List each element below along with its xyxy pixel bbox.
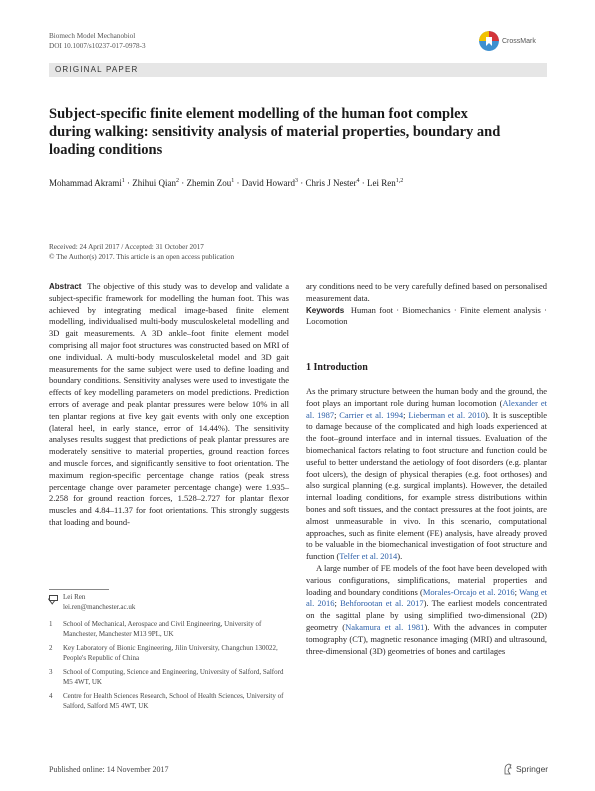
separator: ; xyxy=(514,586,520,597)
author-affiliation: 3 xyxy=(295,178,298,184)
paper-title: Subject-specific finite element modelling of the human foot complex during walking: sensitivity analysis of material properties, boundary and loading conditions xyxy=(49,106,501,158)
envelope-icon xyxy=(49,595,58,601)
citation-link[interactable]: Carrier et al. 1994 xyxy=(339,409,404,420)
citation-link[interactable]: Morales-Orcajo et al. 2016 xyxy=(422,586,515,597)
author-name[interactable]: Zhemin Zou xyxy=(186,178,232,188)
citation-link[interactable]: Behforootan et al. 2017 xyxy=(340,598,424,609)
journal-name: Biomech Model Mechanobiol xyxy=(49,32,136,40)
author-affiliation: 2 xyxy=(176,178,179,184)
author-name[interactable]: Chris J Nester xyxy=(305,178,357,188)
affiliation-text: School of Mechanical, Aerospace and Civil Engineering, University of Manchester, Manchester M13 9PL, UK xyxy=(63,620,262,638)
affiliation-item xyxy=(49,644,289,663)
crossmark-badge[interactable] xyxy=(479,30,549,52)
abstract-label: Abstract xyxy=(49,282,82,291)
author-affiliation: 1 xyxy=(121,178,125,184)
author-name[interactable]: David Howard xyxy=(241,178,295,188)
publication-dates xyxy=(49,242,234,262)
citation-link[interactable]: Wang et al. 2016 xyxy=(306,586,547,609)
contact-email[interactable]: lei.ren@manchester.ac.uk xyxy=(63,602,136,611)
paragraph-text: A large number of FE models of the foot have been developed with various configurations, simplifications, material properties and loading and boundary conditions ( xyxy=(306,562,547,597)
paragraph-text: ). xyxy=(397,551,403,562)
separator: ; xyxy=(403,409,409,420)
doi[interactable]: DOI 10.1007/s10237-017-0978-3 xyxy=(49,42,146,50)
author-affiliation: 4 xyxy=(356,178,360,184)
abstract-text: The objective of this study was to develop and validate a subject-specific framework for modelling the human foot. This was achieved by integrating medical image-based finite element modelling, individualised multi-body musculoskeletal modelling and 3D gait measurements. A 3D ankle–foot finite element model comprising all major foot structures was constructed based on MRI of one individual. A multi-body musculoskeletal model and 3D gait measurements for the same subject were used to define loading and boundary conditions. Sensitivity analyses were used to investigate the effects of key modelling parameters on model predictions. Prediction errors of average and peak plantar pressures were below 10% in all ten plantar regions at five key gait events with only one exception (lateral heel, in early stance, error of 14.44%). The sensitivity analyses results suggest that predictions of peak plantar pressures are moderately sensitive to material properties, ground reaction forces and muscle forces, and significantly sensitive to foot orientation. The maximum region-specific percentage change ratios (peak stress percentage change over parameter percentage change) were 1.935–2.258 for ground reaction forces, 1.528–2.727 for plantar flexor muscles and 4.84–11.37 for foot orientations. This strongly suggests that loading and bound- xyxy=(49,281,289,527)
affiliation-number: 4 xyxy=(49,692,53,700)
citation-link[interactable]: Telfer et al. 2014 xyxy=(339,551,398,562)
affiliation-text: Centre for Health Sciences Research, School of Health Sciences, University of Salford, Salford M5 4WT, UK xyxy=(63,692,284,710)
affiliation-number: 2 xyxy=(49,644,53,652)
citation-link[interactable]: Alexander et al. 1987 xyxy=(306,397,547,420)
author-name[interactable]: Lei Ren xyxy=(367,178,396,188)
paragraph-text: As the primary structure between the human body and the ground, the foot plays an important role during human locomotion ( xyxy=(306,385,547,408)
affiliation-text: School of Computing, Science and Engineering, University of Salford, Salford M5 4WT, UK xyxy=(63,668,284,686)
right-column xyxy=(306,281,547,657)
springer-horse-icon xyxy=(503,763,513,775)
affiliation-number: 3 xyxy=(49,668,53,676)
publisher-name: Springer xyxy=(516,764,549,774)
affiliation-text: Key Laboratory of Bionic Engineering, Jilin University, Changchun 130022, People's Republic of China xyxy=(63,644,278,662)
article-type-label: ORIGINAL PAPER xyxy=(55,65,139,74)
copyright-line: © The Author(s) 2017. This article is an open access publication xyxy=(49,253,235,261)
citation-link[interactable]: Nakamura et al. 1981 xyxy=(345,621,425,632)
affiliation-item xyxy=(49,620,289,639)
abstract xyxy=(49,281,289,529)
corresponding-author xyxy=(49,593,135,612)
author-affiliation: 1 xyxy=(231,178,235,184)
footnote-divider xyxy=(49,589,109,590)
crossmark-icon xyxy=(479,31,499,51)
affiliation-item xyxy=(49,692,289,711)
crossmark-label: CrossMark xyxy=(502,37,536,45)
received-accepted-line: Received: 24 April 2017 / Accepted: 31 October 2017 xyxy=(49,243,204,251)
paragraph-text: ). It is susceptible to damage because of the complicated and high loads experienced at the foot–ground interface and in internal tissues. Evaluation of the biomechanical factors relating to foot structure and function could be useful to better understand the aetiology of foot disorders (e.g. plantar foot ulcers), the design of physical therapies (e.g. foot orthoses) and also surgical planning (e.g. surgical implants). However, the detailed internal loading conditions, for example stress distributions within bones and soft tissues, and the contact pressures at the foot joints, are almost unmeasurable in vivo. In this scenario, computational approaches, such as finite element (FE) analysis, have already proved to be valuable in the biomechanical investigation of foot structure and function ( xyxy=(306,409,547,562)
abstract-continued: ary conditions need to be very carefully defined based on personalised measurement data. xyxy=(306,281,547,303)
contact-name: Lei Ren xyxy=(63,593,86,601)
section-heading-introduction: 1 Introduction xyxy=(306,362,368,374)
published-online: Published online: 14 November 2017 xyxy=(49,765,169,774)
author-name[interactable]: Zhihui Qian xyxy=(132,178,176,188)
springer-logo xyxy=(503,763,548,775)
affiliation-number: 1 xyxy=(49,620,53,628)
left-column xyxy=(49,281,289,529)
separator: ; xyxy=(334,598,341,609)
paragraph-text: ). With the advances in computer tomography (CT), magnetic resonance imaging (MRI) and ultrasound, three-dimensional (3D) geometries of bones and cartilages xyxy=(306,621,548,656)
affiliations xyxy=(49,620,289,716)
keywords-label: Keywords xyxy=(306,305,345,315)
keywords-text: Human foot · Biomechanics · Finite element analysis · Locomotion xyxy=(306,304,547,327)
author-list: Mohammad Akrami$^1$ · Zhihui Qian$^2$ · Zhemin Zou$^1$ · David Howard$^3$ · Chris J Nester$^4$ · Lei Ren$^{1,2}$ xyxy=(49,178,404,188)
author-name[interactable]: Mohammad Akrami xyxy=(49,178,122,188)
affiliation-item xyxy=(49,668,289,687)
citation-link[interactable]: Lieberman et al. 2010 xyxy=(408,409,485,420)
article-type-banner xyxy=(49,63,547,77)
keywords xyxy=(306,305,547,329)
intro-paragraph-2 xyxy=(306,563,547,657)
article-meta xyxy=(49,31,146,51)
separator: ; xyxy=(334,409,340,420)
paragraph-text: ). The earliest models concentrated on the sagittal plane by using simplified two-dimensional (2D) geometry ( xyxy=(306,598,547,632)
author-affiliation: 1,2 xyxy=(395,178,404,184)
intro-paragraph-1 xyxy=(306,386,547,563)
